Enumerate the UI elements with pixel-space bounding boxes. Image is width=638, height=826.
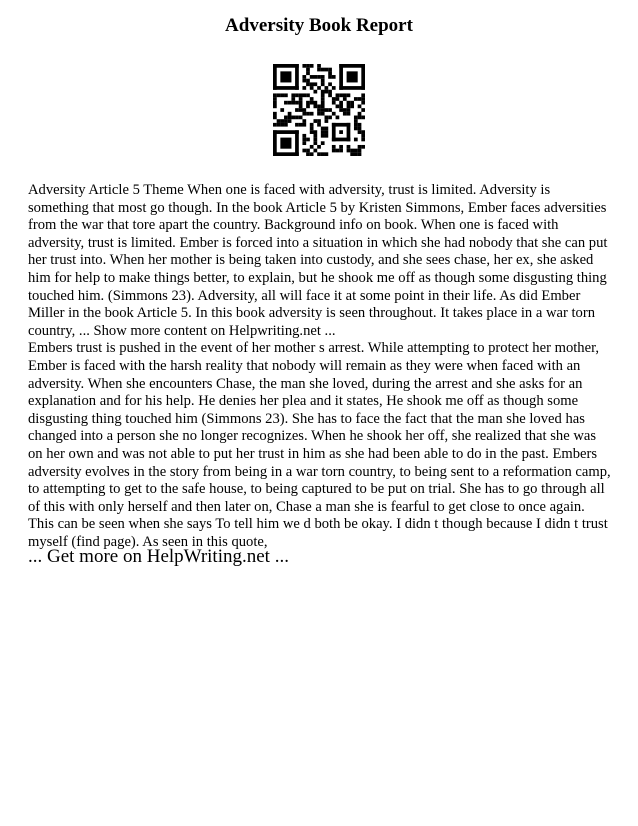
qr-code-icon [273, 64, 365, 156]
get-more-link[interactable]: ... Get more on HelpWriting.net ... [28, 546, 289, 567]
paragraph-2: Embers trust is pushed in the event of her mother s arrest. While attempting to protect her mother, Ember is faced with the harsh reality that nobody will remain as they were when faced with an adversity. When she encounters Chase, the man she loved, during the arrest and she asks for an explanation and for his help. He denies her plea and it states, He shook me off as though some disgusting thing touched him (Simmons 23). She has to face the fact that the man she loved has changed into a person she no longer recognizes. When he shook her off, she realized that she was on her own and was not able to put her trust in him as she had been able to do in the past. Embers adversity evolves in the story from being in a war torn country, to being sent to a reformation camp, to attempting to get to the safe house, to being captured to be put on trial. She has to go through all of this with only herself and then later on, Chase a man she is fearful to get close to once again. This can be seen when she says To tell him we d both be okay. I didn t though because I didn t trust myself (find page). As seen in this quote, [28, 340, 611, 550]
report-body [28, 182, 612, 551]
paragraph-1: Adversity Article 5 Theme When one is faced with adversity, trust is limited. Adversity is something that most go though. In the book Article 5 by Kristen Simmons, Ember faces adversities from the war that tore apart the country. Background info on book. When one is faced with adversity, trust is limited. Ember is forced into a situation in which she had nobody that she can put her trust into. When her mother is being taken into custody, and she sees chase, her ex, she asked him for help to make things better, to explain, but he shook me off as though some disgusting thing touched him. (Simmons 23). Adversity, all will face it at some point in their life. As did Ember Miller in the book Article 5. In this book adversity is seen throughout. It takes place in a war torn country, ... Show more content on Helpwriting.net ... [28, 182, 608, 339]
page-title: Adversity Book Report [225, 15, 413, 36]
